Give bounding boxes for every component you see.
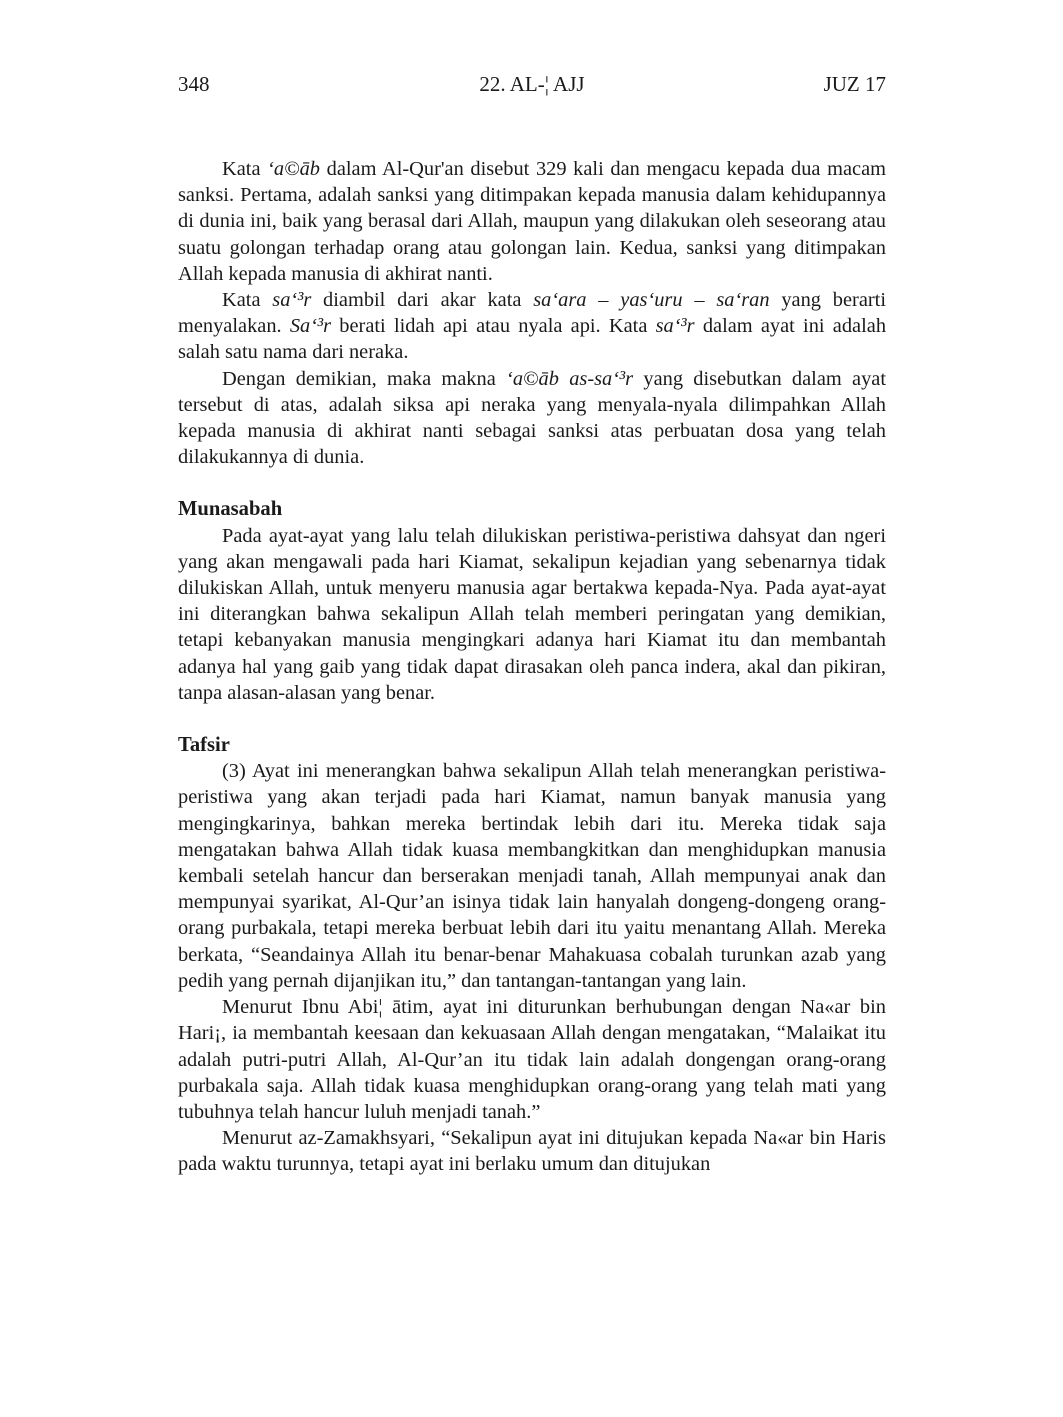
paragraph-tafsir-1: (3) Ayat ini menerangkan bahwa sekalipun Allah telah menerangkan peristiwa-peristiwa yang akan terjadi pada hari Kiamat, namun banyak manusia yang mengingkarinya, bahkan mereka bertindak lebih dari itu. Mereka tidak saja mengatakan bahwa Allah tidak kuasa membangkitkan dan menghidupkan manusia kembali setelah hancur dan berserakan menjadi tanah, Allah mempunyai anak dan mempunyai syarikat, Al-Qur’an isinya tidak lain hanyalah dongeng-dongeng orang-orang purbakala, tetapi mereka berbuat lebih dari itu yaitu menantang Allah. Mereka berkata, “Seandainya Allah itu benar-benar Mahakuasa cobalah turunkan azab yang pedih yang pernah dijanjikan itu,” dan tantangan-tantangan yang lain. xyxy=(178,760,886,992)
paragraph-azab-definition xyxy=(178,156,886,287)
running-header xyxy=(178,72,886,104)
paragraph-sair-definition xyxy=(178,287,886,366)
paragraph-tafsir-3: Menurut az-Zamakhsyari, “Sekalipun ayat ini ditujukan kepada Na«ar bin Haris pada waktu turunnya, tetapi ayat ini berlaku umum dan ditujukan xyxy=(178,1127,886,1176)
text-run: dalam Al-Qur'an disebut 329 kali dan mengacu kepada dua macam sanksi. Pertama, adalah sanksi yang ditimpakan kepada manusia dalam kehidupannya di dunia ini, baik yang berasal dari Allah, maupun yang dilakukan oleh seseorang atau suatu golongan terhadap orang atau golongan lain. Kedua, sanksi yang ditimpakan Allah kepada manusia di akhirat nanti. xyxy=(178,158,886,285)
text-run: yang disebutkan dalam ayat tersebut di atas, adalah siksa api neraka yang menyala-nyala dilimpahkan Allah kepada manusia di akhirat nanti sebagai sanksi atas perbuatan dosa yang telah dilakukannya di dunia. xyxy=(178,367,886,469)
text-run: berati lidah api atau nyala api. Kata xyxy=(331,315,656,338)
arabic-term: ‘a©āb xyxy=(267,158,320,180)
text-run: dalam ayat ini adalah salah satu nama dari neraka. xyxy=(178,315,887,364)
surah-title: 22. AL-¦ AJJ xyxy=(479,72,585,96)
page-body xyxy=(178,156,886,1178)
text-run: Kata xyxy=(222,158,268,180)
arabic-term: sa‘³r xyxy=(655,315,695,338)
text-run: Kata xyxy=(222,289,273,312)
arabic-term: ‘a©āb as-sa‘³r xyxy=(506,367,634,390)
juz-label: JUZ 17 xyxy=(823,72,886,96)
heading-tafsir: Tafsir xyxy=(178,734,230,757)
arabic-term: sa‘³r xyxy=(272,289,312,312)
paragraph-tafsir-2: Menurut Ibnu Abi¦ ātim, ayat ini diturunkan berhubungan dengan Na«ar bin Hari¡, ia membantah keesaan dan kekuasaan Allah dengan mengatakan, “Malaikat itu adalah putri-putri Allah, Al-Qur’an itu tidak lain adalah dongengan orang-orang purbakala saja. Allah tidak kuasa menghidupkan orang-orang yang telah mati yang tubuhnya telah hancur luluh menjadi tanah.” xyxy=(178,996,886,1123)
text-run: Dengan demikian, maka makna xyxy=(222,367,507,390)
page-number: 348 xyxy=(178,72,210,96)
text-run: yang berarti menyalakan. xyxy=(178,289,886,338)
heading-munasabah: Munasabah xyxy=(178,498,283,521)
arabic-term: sa‘ara – yas‘uru – sa‘ran xyxy=(533,289,770,312)
arabic-term: Sa‘³r xyxy=(289,315,332,338)
paragraph-munasabah: Pada ayat-ayat yang lalu telah dilukiskan peristiwa-peristiwa dahsyat dan ngeri yang akan mengawali pada hari Kiamat, sekalipun kejadian yang sebenarnya tidak dilukiskan Allah, untuk menyeru manusia agar bertakwa kepada-Nya. Pada ayat-ayat ini diterangkan bahwa sekalipun Allah telah memberi peringatan yang demikian, tetapi kebanyakan manusia mengingkari adanya hari Kiamat itu dan membantah adanya hal yang gaib yang tidak dapat dirasakan oleh panca indera, akal dan pikiran, tanpa alasan-alasan yang benar. xyxy=(178,524,886,704)
paragraph-conclusion xyxy=(178,366,886,471)
text-run: diambil dari akar kata xyxy=(311,289,534,312)
